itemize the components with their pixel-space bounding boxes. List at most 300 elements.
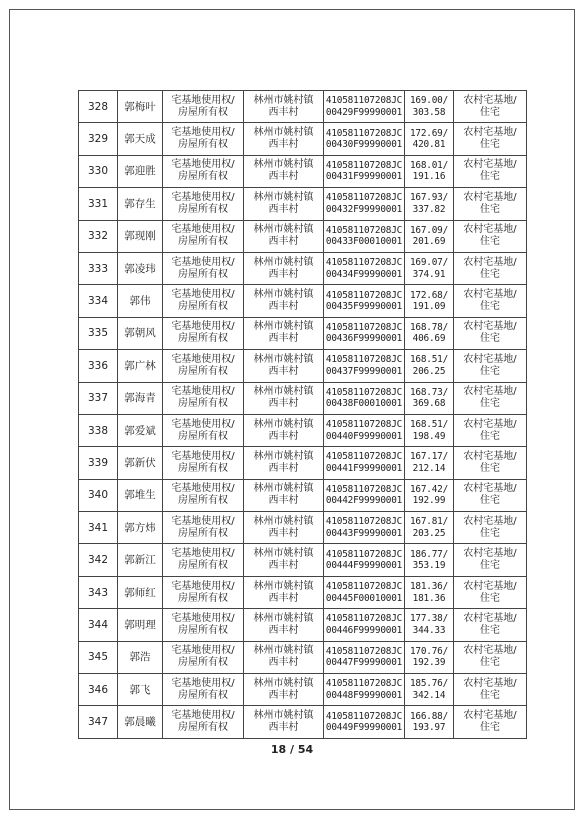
unit-code-text: 00443F99990001 (325, 527, 403, 539)
right-type-text: 房屋所有权 (178, 171, 228, 183)
area-text: 201.69 (412, 236, 446, 248)
land-use-text: 农村宅基地/ (463, 710, 517, 722)
location-cell (244, 512, 324, 544)
record-number-cell (79, 674, 118, 706)
land-use-cell (454, 479, 527, 511)
location-text: 林州市姚村镇 (253, 612, 314, 624)
area-text: 168.73/ (409, 386, 449, 398)
location-text: 林州市姚村镇 (253, 127, 314, 139)
record-number-cell (79, 155, 118, 187)
record-number-cell (79, 512, 118, 544)
area-cell (405, 674, 454, 706)
unit-code-text: 00448F99990001 (325, 689, 403, 701)
location-text: 西丰村 (268, 657, 299, 669)
area-text: 198.49 (412, 430, 446, 442)
record-number-text: 329 (87, 133, 109, 146)
registry-table (78, 90, 527, 739)
unit-code-text: 410581107208JC (325, 451, 403, 463)
holder-name-cell (118, 576, 163, 608)
right-type-text: 宅基地使用权/ (171, 418, 235, 430)
area-text: 186.77/ (409, 548, 449, 560)
right-type-cell (163, 188, 244, 220)
record-number-text: 336 (87, 359, 109, 372)
area-cell (405, 609, 454, 641)
area-cell (405, 91, 454, 123)
location-text: 西丰村 (268, 592, 299, 604)
land-use-cell (454, 447, 527, 479)
land-use-cell (454, 609, 527, 641)
right-type-text: 房屋所有权 (178, 527, 228, 539)
area-text: 172.68/ (409, 289, 449, 301)
location-cell (244, 414, 324, 446)
right-type-cell (163, 382, 244, 414)
table-row (79, 252, 527, 284)
holder-name-text: 郭晨曦 (124, 716, 156, 729)
right-type-text: 宅基地使用权/ (171, 645, 235, 657)
right-type-text: 房屋所有权 (178, 106, 228, 118)
land-use-text: 住宅 (480, 203, 500, 215)
land-use-cell (454, 350, 527, 382)
location-text: 林州市姚村镇 (253, 418, 314, 430)
land-use-text: 住宅 (480, 171, 500, 183)
location-text: 西丰村 (268, 236, 299, 248)
right-type-text: 房屋所有权 (178, 398, 228, 410)
holder-name-text: 郭爱斌 (124, 424, 156, 437)
holder-name-text: 郭飞 (129, 683, 151, 696)
unit-code-cell (324, 155, 405, 187)
unit-code-text: 410581107208JC (325, 127, 403, 139)
location-cell (244, 188, 324, 220)
right-type-text: 房屋所有权 (178, 657, 228, 669)
right-type-text: 宅基地使用权/ (171, 289, 235, 301)
record-number-cell (79, 706, 118, 738)
holder-name-text: 郭朝风 (124, 327, 156, 340)
area-text: 185.76/ (409, 678, 449, 690)
location-text: 西丰村 (268, 365, 299, 377)
unit-code-text: 410581107208JC (325, 386, 403, 398)
right-type-cell (163, 155, 244, 187)
right-type-text: 房屋所有权 (178, 624, 228, 636)
table-row (79, 674, 527, 706)
record-number-text: 344 (87, 618, 109, 631)
right-type-text: 宅基地使用权/ (171, 710, 235, 722)
land-use-text: 农村宅基地/ (463, 450, 517, 462)
record-number-cell (79, 382, 118, 414)
right-type-text: 宅基地使用权/ (171, 515, 235, 527)
unit-code-cell (324, 285, 405, 317)
location-cell (244, 576, 324, 608)
record-number-cell (79, 317, 118, 349)
unit-code-text: 00445F00010001 (325, 592, 403, 604)
unit-code-text: 410581107208JC (325, 613, 403, 625)
holder-name-cell (118, 317, 163, 349)
unit-code-text: 410581107208JC (325, 192, 403, 204)
unit-code-cell (324, 414, 405, 446)
location-cell (244, 252, 324, 284)
area-cell (405, 285, 454, 317)
location-cell (244, 544, 324, 576)
record-number-text: 339 (87, 456, 109, 469)
location-text: 西丰村 (268, 301, 299, 313)
unit-code-text: 00432F99990001 (325, 203, 403, 215)
unit-code-cell (324, 512, 405, 544)
location-text: 西丰村 (268, 722, 299, 734)
right-type-text: 房屋所有权 (178, 203, 228, 215)
unit-code-text: 410581107208JC (325, 95, 403, 107)
land-use-text: 住宅 (480, 398, 500, 410)
area-text: 192.99 (412, 495, 446, 507)
land-use-text: 农村宅基地/ (463, 321, 517, 333)
unit-code-cell (324, 479, 405, 511)
unit-code-text: 00442F99990001 (325, 495, 403, 507)
area-text: 303.58 (412, 106, 446, 118)
location-text: 西丰村 (268, 560, 299, 572)
location-cell (244, 674, 324, 706)
unit-code-text: 410581107208JC (325, 159, 403, 171)
record-number-text: 340 (87, 489, 109, 502)
unit-code-text: 410581107208JC (325, 678, 403, 690)
land-use-text: 住宅 (480, 462, 500, 474)
right-type-cell (163, 91, 244, 123)
right-type-cell (163, 220, 244, 252)
holder-name-cell (118, 641, 163, 673)
unit-code-cell (324, 544, 405, 576)
location-text: 西丰村 (268, 106, 299, 118)
area-text: 342.14 (412, 689, 446, 701)
right-type-text: 宅基地使用权/ (171, 677, 235, 689)
unit-code-cell (324, 447, 405, 479)
right-type-cell (163, 447, 244, 479)
table-row (79, 609, 527, 641)
record-number-text: 343 (87, 586, 109, 599)
holder-name-cell (118, 706, 163, 738)
holder-name-text: 郭迎胜 (124, 165, 156, 178)
right-type-text: 宅基地使用权/ (171, 256, 235, 268)
area-text: 203.25 (412, 527, 446, 539)
right-type-text: 宅基地使用权/ (171, 612, 235, 624)
land-use-text: 农村宅基地/ (463, 127, 517, 139)
location-text: 西丰村 (268, 139, 299, 151)
location-text: 林州市姚村镇 (253, 289, 314, 301)
table-row (79, 350, 527, 382)
land-use-text: 住宅 (480, 689, 500, 701)
table-row (79, 382, 527, 414)
holder-name-cell (118, 674, 163, 706)
right-type-cell (163, 479, 244, 511)
land-use-cell (454, 544, 527, 576)
location-text: 林州市姚村镇 (253, 515, 314, 527)
holder-name-cell (118, 123, 163, 155)
area-text: 167.42/ (409, 483, 449, 495)
area-text: 193.97 (412, 722, 446, 734)
location-cell (244, 641, 324, 673)
area-text: 206.25 (412, 365, 446, 377)
land-use-text: 农村宅基地/ (463, 94, 517, 106)
location-text: 西丰村 (268, 268, 299, 280)
record-number-cell (79, 220, 118, 252)
record-number-text: 347 (87, 716, 109, 729)
table-row (79, 285, 527, 317)
record-number-text: 331 (87, 197, 109, 210)
land-use-cell (454, 317, 527, 349)
area-cell (405, 350, 454, 382)
land-use-text: 农村宅基地/ (463, 645, 517, 657)
location-text: 西丰村 (268, 462, 299, 474)
area-cell (405, 123, 454, 155)
location-text: 西丰村 (268, 689, 299, 701)
land-use-text: 农村宅基地/ (463, 677, 517, 689)
area-cell (405, 414, 454, 446)
holder-name-cell (118, 155, 163, 187)
record-number-text: 335 (87, 327, 109, 340)
record-number-text: 341 (87, 521, 109, 534)
record-number-text: 342 (87, 554, 109, 567)
area-text: 181.36/ (409, 581, 449, 593)
table-row (79, 220, 527, 252)
land-use-text: 农村宅基地/ (463, 353, 517, 365)
area-cell (405, 220, 454, 252)
unit-code-text: 00438F00010001 (325, 398, 403, 410)
land-use-text: 住宅 (480, 236, 500, 248)
unit-code-text: 410581107208JC (325, 548, 403, 560)
location-cell (244, 447, 324, 479)
holder-name-text: 郭天成 (124, 133, 156, 146)
holder-name-text: 郭明理 (124, 618, 156, 631)
land-use-text: 住宅 (480, 333, 500, 345)
land-use-text: 住宅 (480, 624, 500, 636)
record-number-text: 338 (87, 424, 109, 437)
right-type-text: 宅基地使用权/ (171, 159, 235, 171)
area-text: 369.68 (412, 398, 446, 410)
right-type-text: 房屋所有权 (178, 301, 228, 313)
area-text: 167.93/ (409, 192, 449, 204)
unit-code-text: 00429F99990001 (325, 106, 403, 118)
land-use-text: 农村宅基地/ (463, 580, 517, 592)
location-text: 林州市姚村镇 (253, 321, 314, 333)
location-text: 西丰村 (268, 333, 299, 345)
holder-name-text: 郭广林 (124, 359, 156, 372)
right-type-text: 房屋所有权 (178, 495, 228, 507)
location-cell (244, 285, 324, 317)
record-number-text: 346 (87, 683, 109, 696)
unit-code-text: 00431F99990001 (325, 171, 403, 183)
table-row (79, 447, 527, 479)
land-use-text: 住宅 (480, 365, 500, 377)
record-number-cell (79, 414, 118, 446)
location-cell (244, 479, 324, 511)
location-text: 西丰村 (268, 495, 299, 507)
record-number-text: 330 (87, 165, 109, 178)
land-use-cell (454, 674, 527, 706)
holder-name-text: 郭师红 (124, 586, 156, 599)
area-cell (405, 382, 454, 414)
record-number-cell (79, 188, 118, 220)
right-type-text: 宅基地使用权/ (171, 580, 235, 592)
right-type-text: 宅基地使用权/ (171, 321, 235, 333)
unit-code-text: 410581107208JC (325, 483, 403, 495)
unit-code-cell (324, 252, 405, 284)
area-cell (405, 252, 454, 284)
unit-code-cell (324, 91, 405, 123)
holder-name-text: 郭凌玮 (124, 262, 156, 275)
right-type-text: 房屋所有权 (178, 689, 228, 701)
holder-name-text: 郭新伏 (124, 456, 156, 469)
location-text: 西丰村 (268, 398, 299, 410)
holder-name-cell (118, 414, 163, 446)
area-text: 168.01/ (409, 159, 449, 171)
right-type-text: 宅基地使用权/ (171, 548, 235, 560)
unit-code-text: 00435F99990001 (325, 301, 403, 313)
unit-code-text: 00434F99990001 (325, 268, 403, 280)
registry-table-body (79, 91, 527, 739)
area-text: 353.19 (412, 560, 446, 572)
land-use-text: 住宅 (480, 560, 500, 572)
table-row (79, 188, 527, 220)
holder-name-text: 郭梅叶 (124, 100, 156, 113)
land-use-text: 住宅 (480, 722, 500, 734)
unit-code-text: 00437F99990001 (325, 365, 403, 377)
area-cell (405, 544, 454, 576)
record-number-text: 334 (87, 295, 109, 308)
unit-code-cell (324, 706, 405, 738)
right-type-cell (163, 285, 244, 317)
land-use-text: 农村宅基地/ (463, 191, 517, 203)
unit-code-text: 410581107208JC (325, 419, 403, 431)
holder-name-text: 郭堆生 (124, 489, 156, 502)
location-text: 西丰村 (268, 203, 299, 215)
location-text: 西丰村 (268, 171, 299, 183)
unit-code-cell (324, 609, 405, 641)
land-use-text: 住宅 (480, 527, 500, 539)
holder-name-text: 郭海青 (124, 392, 156, 405)
area-text: 172.69/ (409, 127, 449, 139)
area-cell (405, 188, 454, 220)
holder-name-cell (118, 91, 163, 123)
right-type-text: 宅基地使用权/ (171, 450, 235, 462)
location-text: 林州市姚村镇 (253, 645, 314, 657)
unit-code-cell (324, 576, 405, 608)
record-number-text: 337 (87, 392, 109, 405)
land-use-cell (454, 641, 527, 673)
location-text: 林州市姚村镇 (253, 710, 314, 722)
holder-name-text: 郭方炜 (124, 521, 156, 534)
holder-name-cell (118, 544, 163, 576)
location-text: 林州市姚村镇 (253, 191, 314, 203)
unit-code-text: 00447F99990001 (325, 657, 403, 669)
right-type-text: 房屋所有权 (178, 560, 228, 572)
right-type-cell (163, 609, 244, 641)
area-text: 167.09/ (409, 224, 449, 236)
holder-name-cell (118, 220, 163, 252)
record-number-text: 333 (87, 262, 109, 275)
right-type-cell (163, 123, 244, 155)
location-text: 林州市姚村镇 (253, 677, 314, 689)
land-use-text: 农村宅基地/ (463, 418, 517, 430)
area-cell (405, 447, 454, 479)
area-text: 344.33 (412, 624, 446, 636)
right-type-text: 房屋所有权 (178, 430, 228, 442)
location-cell (244, 609, 324, 641)
location-cell (244, 123, 324, 155)
area-text: 168.78/ (409, 321, 449, 333)
land-use-text: 住宅 (480, 592, 500, 604)
land-use-text: 住宅 (480, 106, 500, 118)
unit-code-text: 410581107208JC (325, 710, 403, 722)
right-type-text: 房屋所有权 (178, 268, 228, 280)
right-type-text: 房屋所有权 (178, 462, 228, 474)
table-row (79, 706, 527, 738)
record-number-text: 328 (87, 100, 109, 113)
area-cell (405, 479, 454, 511)
area-text: 169.00/ (409, 95, 449, 107)
location-cell (244, 155, 324, 187)
holder-name-text: 郭浩 (129, 651, 151, 664)
holder-name-cell (118, 350, 163, 382)
area-text: 212.14 (412, 462, 446, 474)
record-number-text: 345 (87, 651, 109, 664)
table-row (79, 641, 527, 673)
location-text: 林州市姚村镇 (253, 450, 314, 462)
area-text: 181.36 (412, 592, 446, 604)
unit-code-cell (324, 188, 405, 220)
right-type-cell (163, 641, 244, 673)
record-number-cell (79, 609, 118, 641)
location-text: 西丰村 (268, 527, 299, 539)
right-type-text: 房屋所有权 (178, 592, 228, 604)
area-text: 167.81/ (409, 516, 449, 528)
location-text: 西丰村 (268, 624, 299, 636)
area-cell (405, 576, 454, 608)
holder-name-cell (118, 512, 163, 544)
right-type-text: 宅基地使用权/ (171, 224, 235, 236)
holder-name-cell (118, 188, 163, 220)
document-page (9, 9, 575, 810)
unit-code-cell (324, 382, 405, 414)
location-text: 林州市姚村镇 (253, 94, 314, 106)
location-text: 林州市姚村镇 (253, 224, 314, 236)
holder-name-cell (118, 285, 163, 317)
unit-code-text: 410581107208JC (325, 516, 403, 528)
table-row (79, 317, 527, 349)
unit-code-cell (324, 350, 405, 382)
land-use-text: 农村宅基地/ (463, 224, 517, 236)
unit-code-text: 00441F99990001 (325, 462, 403, 474)
location-cell (244, 350, 324, 382)
area-text: 169.07/ (409, 257, 449, 269)
holder-name-cell (118, 447, 163, 479)
area-text: 168.51/ (409, 354, 449, 366)
area-text: 192.39 (412, 657, 446, 669)
location-cell (244, 220, 324, 252)
right-type-text: 房屋所有权 (178, 722, 228, 734)
location-text: 林州市姚村镇 (253, 580, 314, 592)
unit-code-text: 00430F99990001 (325, 139, 403, 151)
area-text: 191.16 (412, 171, 446, 183)
right-type-cell (163, 414, 244, 446)
land-use-cell (454, 285, 527, 317)
land-use-text: 农村宅基地/ (463, 483, 517, 495)
unit-code-text: 00444F99990001 (325, 560, 403, 572)
record-number-cell (79, 544, 118, 576)
record-number-cell (79, 350, 118, 382)
table-row (79, 576, 527, 608)
land-use-text: 农村宅基地/ (463, 256, 517, 268)
unit-code-cell (324, 317, 405, 349)
page-number: 18 / 54 (270, 743, 314, 756)
unit-code-text: 410581107208JC (325, 224, 403, 236)
holder-name-text: 郭新江 (124, 554, 156, 567)
unit-code-text: 410581107208JC (325, 257, 403, 269)
